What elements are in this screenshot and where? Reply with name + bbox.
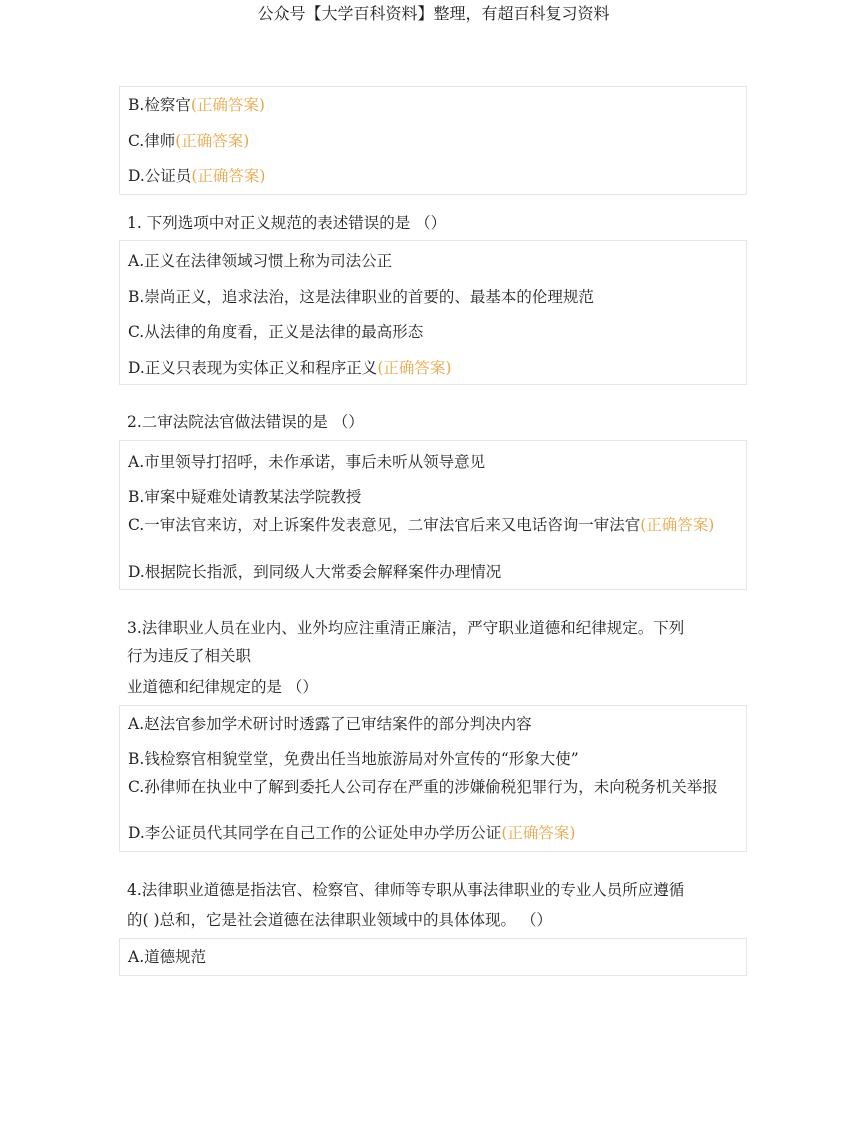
option-d: D.根据院长指派，到同级人大常委会解释案件办理情况: [128, 563, 502, 581]
option-b: [128, 95, 738, 115]
page-header: 公众号【大学百科资料】整理，有超百科复习资料: [257, 4, 610, 23]
option-b: B.审案中疑难处请教某法学院教授: [128, 488, 362, 506]
option-d: [128, 166, 738, 186]
option-text: D.正义只表现为实体正义和程序正义: [128, 359, 378, 377]
correct-answer-mark: (正确答案): [175, 132, 250, 150]
correct-answer-mark: (正确答案): [377, 359, 452, 377]
option-a: A.正义在法律领域习惯上称为司法公正: [128, 252, 393, 270]
question-1: 1. 下列选项中对正义规范的表述错误的是 （）: [127, 214, 447, 232]
option-a: A.道德规范: [128, 948, 207, 966]
option-text: D.李公证员代其同学在自己工作的公证处申办学历公证: [128, 824, 502, 842]
option-text: B.检察官: [128, 96, 191, 114]
question-4-line-2: 的( )总和，它是社会道德在法律职业领域中的具体体现。 （）: [127, 911, 552, 929]
options-box-q3: [119, 705, 747, 852]
option-c: [128, 515, 738, 535]
option-b: B.钱检察官相貌堂堂，免费出任当地旅游局对外宣传的“形象大使”: [128, 750, 579, 768]
option-text: D.公证员: [128, 167, 192, 185]
question-3-line-2: 行为违反了相关职: [127, 647, 252, 665]
option-a: A.市里领导打招呼，未作承诺，事后未听从领导意见: [128, 453, 486, 471]
option-b: B.崇尚正义，追求法治，这是法律职业的首要的、最基本的伦理规范: [128, 288, 594, 306]
question-4-line-1: 4.法律职业道德是指法官、检察官、律师等专职从事法律职业的专业人员所应遵循: [127, 881, 685, 899]
options-box-q4: [119, 938, 747, 976]
correct-answer-mark: (正确答案): [501, 824, 576, 842]
option-c: [128, 131, 738, 151]
options-box-q1: [119, 240, 747, 385]
option-d: [128, 358, 738, 378]
correct-answer-mark: (正确答案): [190, 96, 265, 114]
options-box-prev: [119, 86, 747, 195]
option-d: [128, 823, 738, 843]
option-text: C.律师: [128, 132, 176, 150]
option-text: C.一审法官来访，对上诉案件发表意见，二审法官后来又电话咨询一审法官: [128, 516, 641, 534]
option-c: C.孙律师在执业中了解到委托人公司存在严重的涉嫌偷税犯罪行为，未向税务机关举报: [128, 778, 718, 796]
correct-answer-mark: (正确答案): [191, 167, 266, 185]
question-3-line-3: 业道德和纪律规定的是 （）: [127, 678, 318, 696]
options-box-q2: [119, 440, 747, 590]
option-c: C.从法律的角度看，正义是法律的最高形态: [128, 323, 424, 341]
correct-answer-mark: (正确答案): [640, 516, 715, 534]
question-3-line-1: 3.法律职业人员在业内、业外均应注重清正廉洁，严守职业道德和纪律规定。下列: [127, 619, 685, 637]
question-2: 2.二审法院法官做法错误的是 （）: [127, 413, 364, 431]
option-a: A.赵法官参加学术研讨时透露了已审结案件的部分判决内容: [128, 715, 532, 733]
